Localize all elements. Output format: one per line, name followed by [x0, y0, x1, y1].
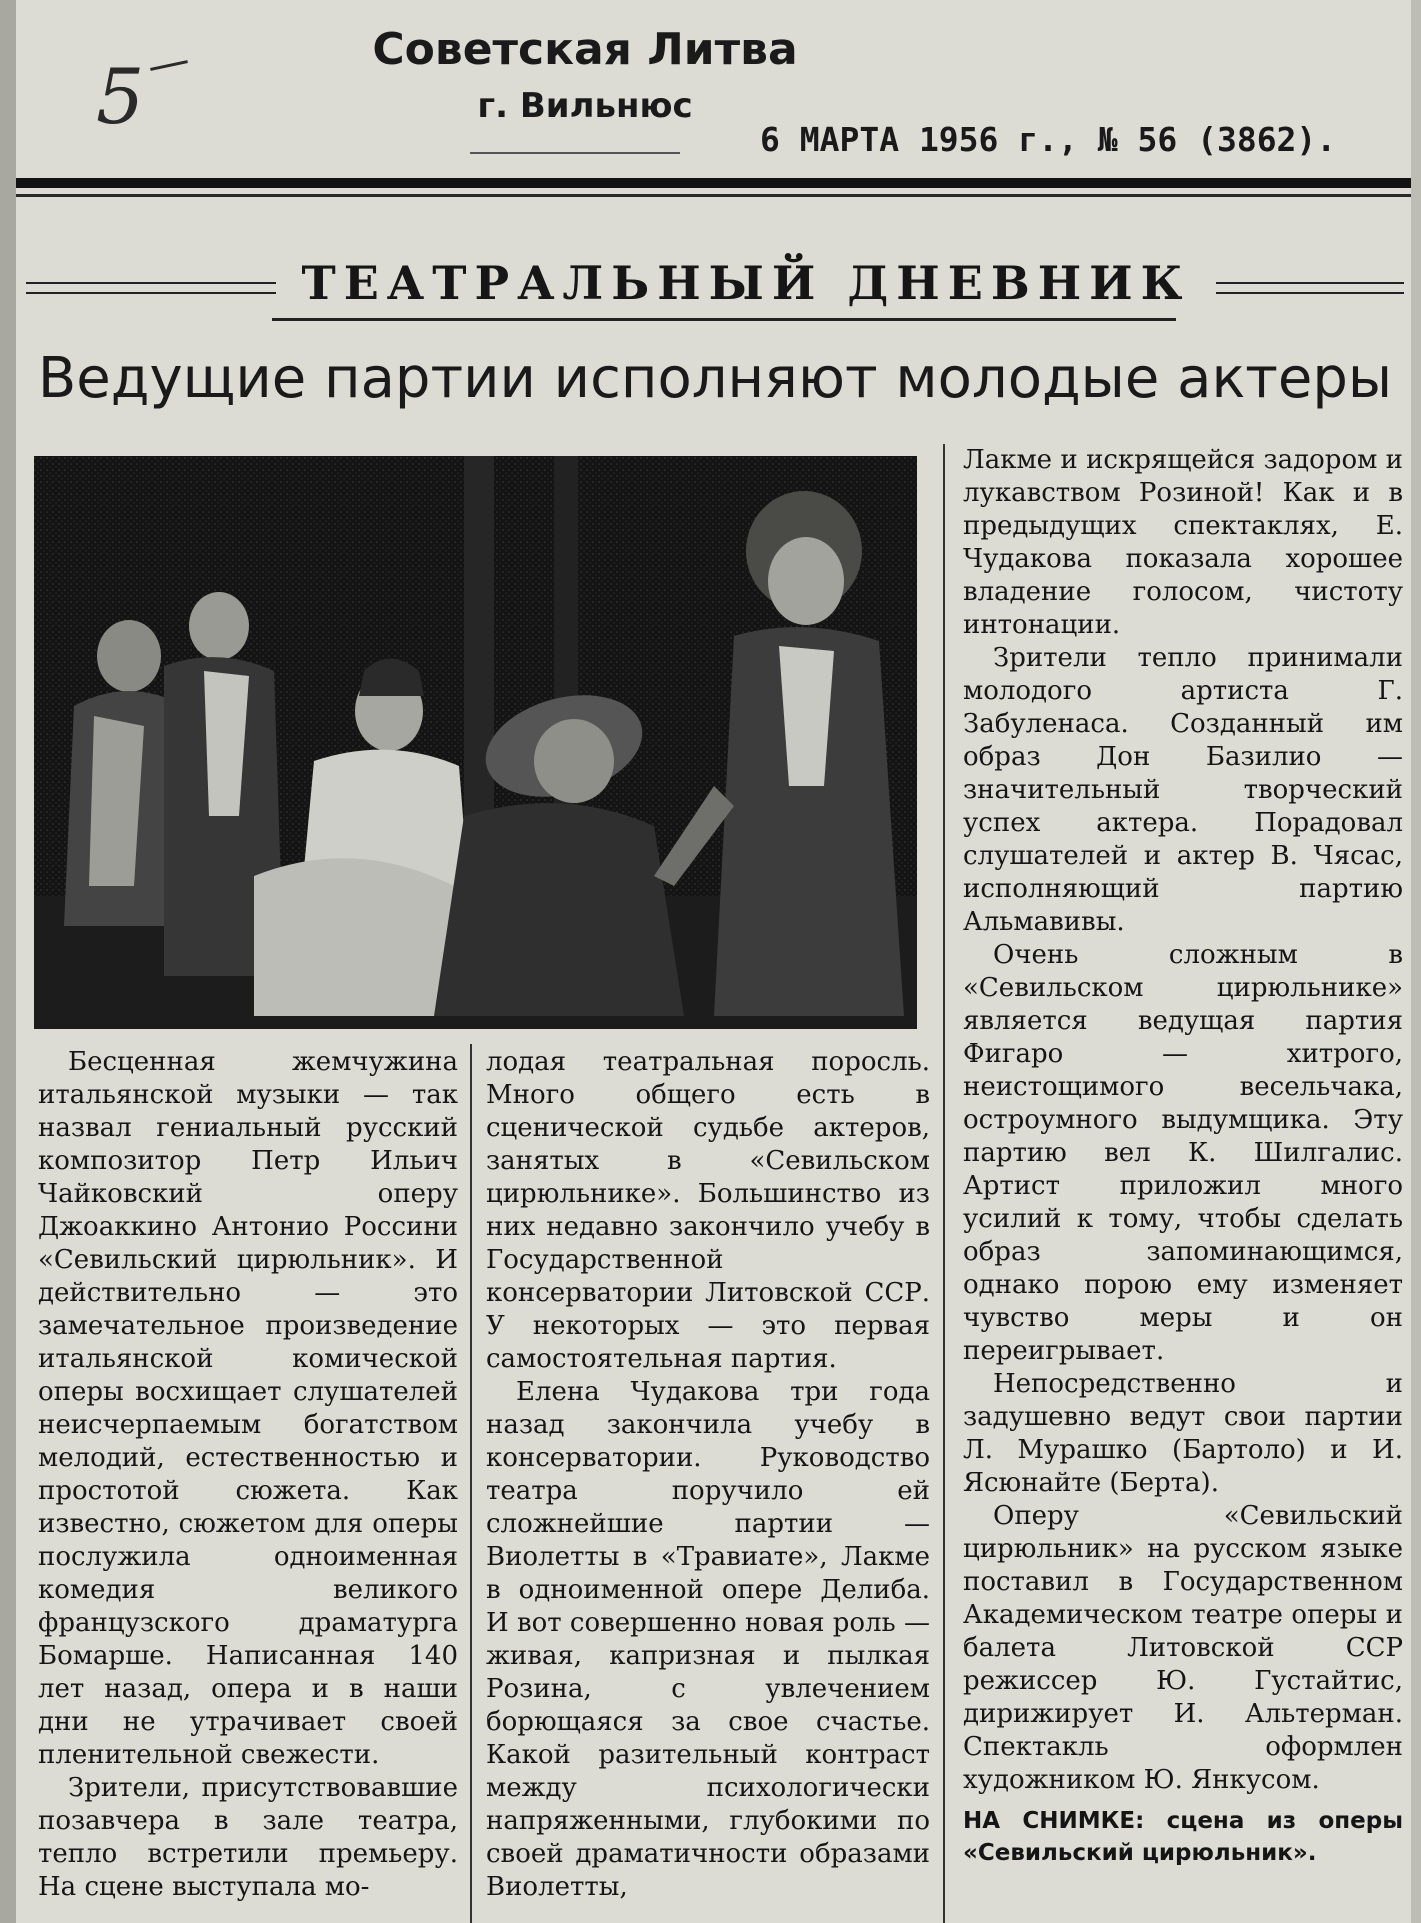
paragraph: Елена Чудакова три года назад закончила учебу в консерватории. Руководство театра поручило ей сложнейшие партии — Виолетты в «Травиате», Лакме в одноименной опере Делиба. И вот совершенно новая роль — живая, капризная и пылкая Розина, с увлечением борющаяся за свое счастье. Какой разительный контраст между психологически напряженными, глубокими по своей драматичности образами Виолетты,	[486, 1377, 930, 1902]
handwritten-page-mark: 5	[96, 52, 145, 141]
paragraph: Оперу «Севильский цирюльник» на русском языке поставил в Государственном Академическом театре оперы и балета Литовской ССР режиссер Ю. Густайтис, дирижирует И. Альтерман. Спектакль оформлен художником Ю. Янкусом.	[963, 1501, 1403, 1795]
masthead-underline	[470, 152, 680, 154]
rubric-left-rule	[26, 282, 276, 294]
newspaper-name: Советская Литва	[372, 24, 798, 75]
masthead-rule-thick	[16, 178, 1411, 188]
column-rule-2	[943, 444, 945, 1923]
opera-scene-photo	[34, 456, 917, 1029]
paragraph: Бесценная жемчужина итальянской музыки — так назвал гениальный русский композитор Петр Ильич Чайковский оперу Джоаккино Антонио Россини «Севильский цирюльник». И действительно — это замечательное произведение итальянской комической оперы восхищает слушателей неисчерпаемым богатством мелодий, естественностью и простотой сюжета. Как известно, сюжетом для оперы послужила одноименная комедия великого французского драматурга Бомарше. Написанная 140 лет назад, опера и в наши дни не утрачивает своей пленительной свежести.	[38, 1047, 458, 1770]
article-headline: Ведущие партии исполняют молодые актеры	[37, 346, 1393, 411]
issue-date: 6 МАРТА 1956 г., № 56 (3862).	[760, 120, 1337, 159]
caption-label: НА СНИМКЕ:	[963, 1808, 1145, 1834]
handwritten-stroke	[150, 60, 188, 71]
column-rule-1	[470, 1044, 472, 1923]
paragraph: Непосредственно и задушевно ведут свои партии Л. Мурашко (Бартоло) и И. Ясюнайте (Берта).	[963, 1369, 1403, 1498]
article-column-1	[38, 1046, 458, 1904]
article-column-3	[963, 444, 1403, 1869]
paragraph: Лакме и искрящейся задором и лукавством Розиной! Как и в предыдущих спектаклях, Е. Чудакова показала хорошее владение голосом, чистоту интонации.	[963, 445, 1403, 640]
paragraph: Зрители, присутствовавшие позавчера в зале театра, тепло встретили премьеру. На сцене выступала мо-	[38, 1773, 458, 1902]
rubric-underline	[272, 318, 1176, 321]
newspaper-city: г. Вильнюс	[477, 86, 693, 126]
clipping-left-edge	[0, 0, 16, 1923]
paragraph: Очень сложным в «Севильском цирюльнике» является ведущая партия Фигаро — хитрого, неистощимого весельчака, остроумного выдумщика. Эту партию вел К. Шилгалис. Артист приложил много усилий к тому, чтобы сделать образ запоминающимся, однако порою ему изменяет чувство меры и он переигрывает.	[963, 940, 1403, 1366]
caption-text: сцена из оперы «Севильский цирюльник».	[963, 1808, 1403, 1866]
masthead-rule-thin	[16, 194, 1411, 197]
clipping-right-edge	[1411, 0, 1421, 1923]
rubric-title: ТЕАТРАЛЬНЫЙ ДНЕВНИК	[301, 256, 1191, 310]
photo-caption	[963, 1805, 1403, 1869]
paragraph: лодая театральная поросль. Много общего есть в сценической судьбе актеров, занятых в «Севильском цирюльнике». Большинство из них недавно закончило учебу в Государственной консерватории Литовской ССР. У некоторых — это первая самостоятельная партия.	[486, 1047, 930, 1374]
paragraph: Зрители тепло принимали молодого артиста Г. Забуленаса. Созданный им образ Дон Базилио — значительный творческий успех актера. Порадовал слушателей и актер В. Чясас, исполняющий партию Альмавивы.	[963, 643, 1403, 937]
rubric-right-rule	[1216, 282, 1404, 294]
article-column-2	[486, 1046, 930, 1904]
rubric-banner	[26, 256, 1406, 316]
